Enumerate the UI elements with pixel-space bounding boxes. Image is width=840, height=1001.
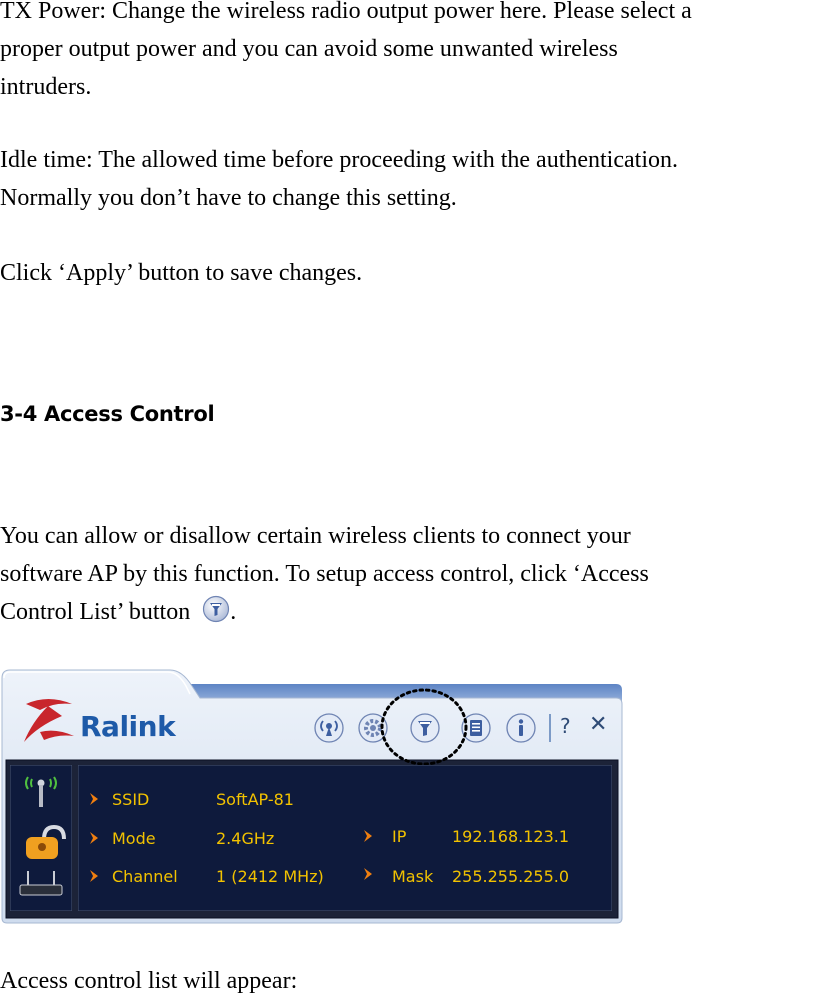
info-button[interactable] [505,712,537,744]
status-sidebar [10,765,72,911]
access-control-paragraph [0,517,840,631]
ip-label: IP [392,827,407,846]
text-line: Idle time: The allowed time before proceeding with the authentication. [0,147,678,173]
ralink-utility-window [0,668,624,924]
mask-value: 255.255.255.0 [452,867,570,886]
status-panel [78,765,612,911]
ap-button[interactable] [313,712,345,744]
arrow-icon [362,829,374,843]
section-heading: 3-4 Access Control [0,402,215,426]
apply-paragraph [0,254,840,292]
arrow-icon [88,869,100,883]
mode-value: 2.4GHz [216,829,275,848]
text-fragment: . [230,599,237,625]
text-line: proper output power and you can avoid some unwanted wireless [0,36,618,62]
tx-power-paragraph [0,0,840,106]
text-line: software AP by this function. To setup access control, click ‘Access [0,561,649,587]
ssid-value: SoftAP-81 [216,790,294,809]
arrow-icon [88,792,100,806]
highlight-circle [380,688,468,766]
access-control-list-icon [202,595,230,623]
text-fragment: Control List’ button [0,599,191,625]
idle-time-paragraph [0,141,840,217]
arrow-icon [362,867,374,881]
info-icon [505,712,537,744]
text-line [0,593,840,631]
text-line: intruders. [0,74,92,100]
help-button[interactable]: ? [560,714,571,738]
mask-label: Mask [392,867,434,886]
ssid-label: SSID [112,790,150,809]
arrow-icon [88,831,100,845]
mode-label: Mode [112,829,156,848]
text-line: You can allow or disallow certain wireless clients to connect your [0,523,631,549]
ip-value: 192.168.123.1 [452,827,570,846]
toolbar-separator [549,714,551,742]
ralink-logo-text: Ralink [80,710,176,743]
ap-icon [313,712,345,744]
text-line: Normally you don’t have to change this setting. [0,185,457,211]
channel-label: Channel [112,867,178,886]
acl-appear-paragraph [0,962,840,1000]
close-button[interactable]: ✕ [589,712,608,737]
text-line: Click ‘Apply’ button to save changes. [0,260,363,286]
ralink-logo-icon [18,692,82,748]
text-line: TX Power: Change the wireless radio output power here. Please select a [0,0,692,24]
text-line: Access control list will appear: [0,968,298,994]
channel-value: 1 (2412 MHz) [216,867,324,886]
